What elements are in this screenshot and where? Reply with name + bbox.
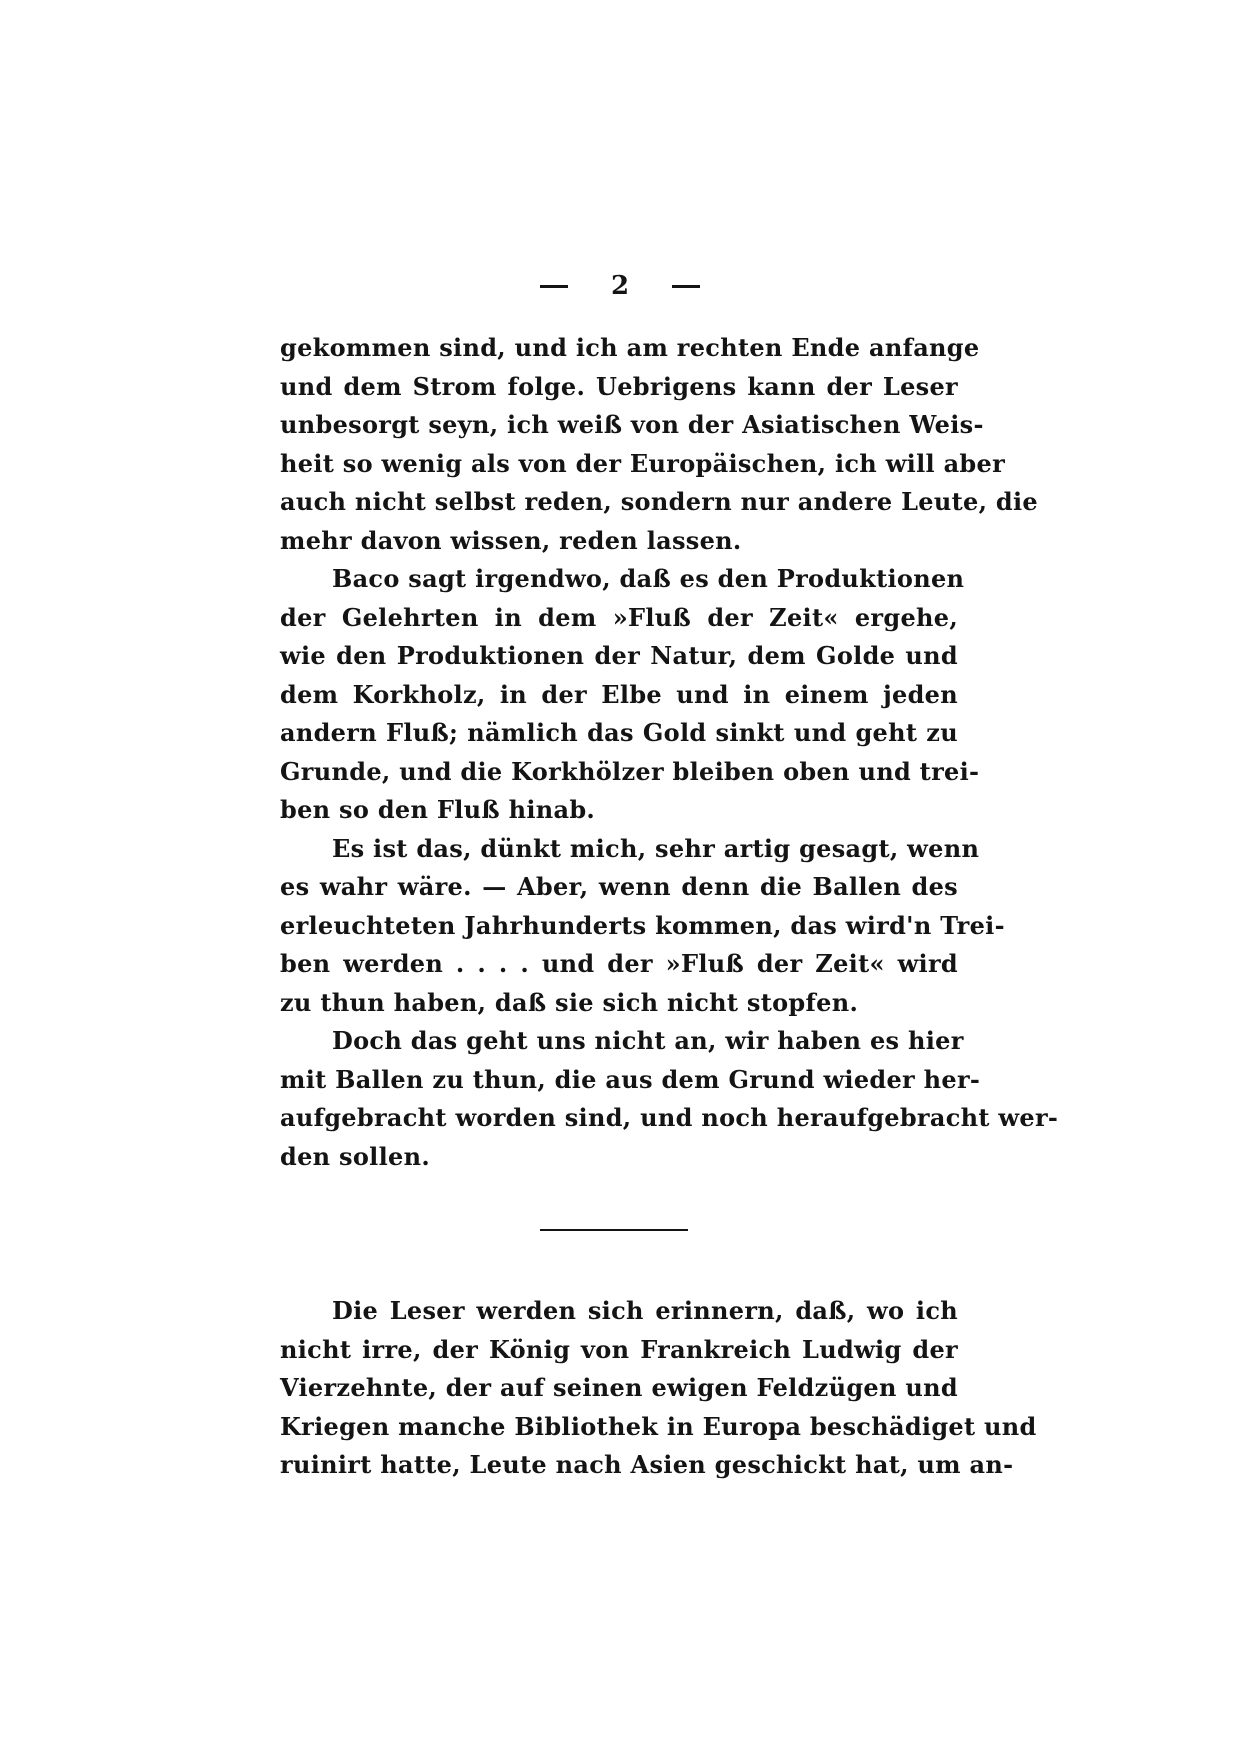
paragraph-start: Die Leser werden sich erinnern, daß, wo ich xyxy=(332,1296,958,1325)
text-line: andern Fluß; nämlich das Gold sinkt und geht zu xyxy=(280,718,958,747)
text-line: nicht irre, der König von Frankreich Ludwig der xyxy=(280,1334,958,1364)
page-header xyxy=(540,266,700,306)
header-dash-right xyxy=(672,285,700,288)
text-line: mehr davon wissen, reden lassen. xyxy=(280,525,742,555)
text-line: zu thun haben, daß sie sich nicht stopfen. xyxy=(280,987,859,1017)
paragraph-start: Es ist das, dünkt mich, sehr artig gesagt, wenn xyxy=(332,833,980,863)
text-line: der Gelehrten in dem »Fluß der Zeit« ergehe, xyxy=(280,602,958,632)
text-line: unbesorgt seyn, ich weiß von der Asiatischen Weis- xyxy=(280,410,984,439)
text-line: Vierzehnte, der auf seinen ewigen Feldzügen und xyxy=(280,1373,958,1402)
text-line: aufgebracht worden sind, und noch heraufgebracht wer- xyxy=(280,1103,1059,1132)
text-block-1 xyxy=(280,329,1059,1176)
text-line: den sollen. xyxy=(280,1141,430,1171)
paragraph-start: Doch das geht uns nicht an, wir haben es hier xyxy=(332,1026,964,1055)
paragraph-start: Baco sagt irgendwo, daß es den Produktionen xyxy=(332,564,965,593)
text-line: auch nicht selbst reden, sondern nur andere Leute, die xyxy=(280,487,1038,516)
text-line: Grunde, und die Korkhölzer bleiben oben und trei- xyxy=(280,756,980,786)
text-line: ruinirt hatte, Leute nach Asien geschickt hat, um an- xyxy=(280,1450,1014,1479)
text-line: erleuchteten Jahrhunderts kommen, das wird'n Trei- xyxy=(280,910,1005,940)
text-line: wie den Produktionen der Natur, dem Golde und xyxy=(280,641,958,670)
text-line: dem Korkholz, in der Elbe und in einem jeden xyxy=(280,679,958,709)
text-line: heit so wenig als von der Europäischen, ich will aber xyxy=(280,448,1006,478)
text-line: Kriegen manche Bibliothek in Europa beschädiget und xyxy=(280,1411,1037,1441)
text-line: und dem Strom folge. Uebrigens kann der Leser xyxy=(280,371,958,401)
text-line: ben so den Fluß hinab. xyxy=(280,795,596,824)
text-line: gekommen sind, und ich am rechten Ende anfange xyxy=(280,333,980,362)
text-line: mit Ballen zu thun, die aus dem Grund wieder her- xyxy=(280,1064,981,1094)
section-divider xyxy=(540,1229,688,1231)
header-dash-left xyxy=(540,285,568,288)
text-line: ben werden . . . . und der »Fluß der Zeit« wird xyxy=(280,949,958,978)
text-block-2 xyxy=(280,1292,1037,1485)
text-line: es wahr wäre. — Aber, wenn denn die Ballen des xyxy=(280,872,958,901)
page-number: 2 xyxy=(610,271,630,301)
